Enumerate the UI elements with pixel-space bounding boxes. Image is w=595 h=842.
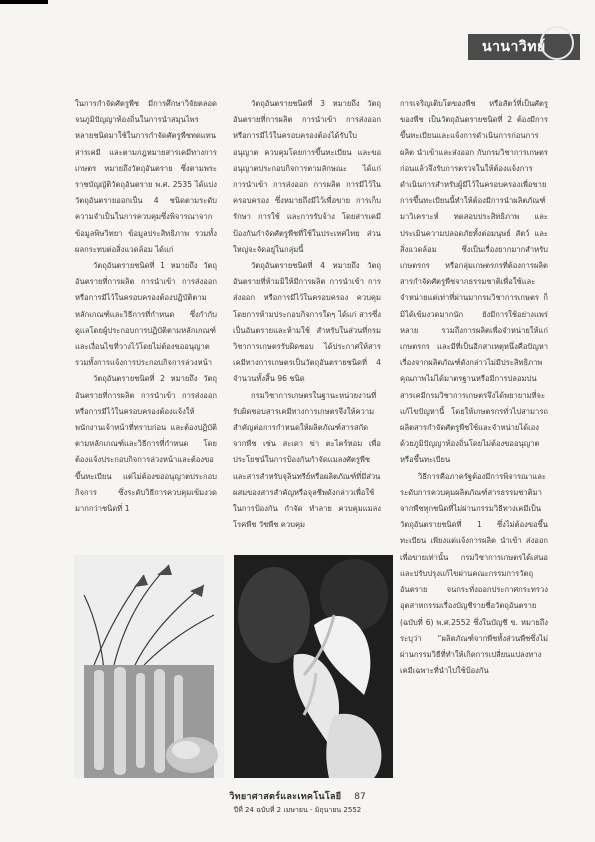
section-tab (468, 34, 580, 60)
section-title: นานาวิทย์ (482, 39, 546, 55)
text-column-1 (75, 96, 217, 517)
text-column-2 (233, 96, 381, 551)
paragraph: กรมวิชาการเกษตรในฐานะหน่วยงานที่รับผิดชอบสารเคมีทางการเกษตรจึงให้ความสำคัญต่อการกำหนดให้ผลิตภัณฑ์สารสกัดจากพืช เช่น สะเดา ข่า ตะไคร้หอม เพื่อประโยชน์ในการป้องกันกำจัดแมลงศัตรูพืช และสารสำหรับจุลินทรีย์หรือผลิตภัณฑ์ที่มีส่วนผสมของสารสำคัญหรือจุลชีพดังกล่าวเพื่อใช้ในการป้องกัน กำจัด ทำลาย ควบคุมแมลง โรคพืช วัชพืช ควบคุม (233, 390, 381, 530)
publication-name: วิทยาศาสตร์และเทคโนโลยี (229, 792, 342, 802)
paragraph: วัตถุอันตรายชนิดที่ 3 หมายถึง วัตถุอันตรายที่การผลิต การนำเข้า การส่งออก หรือการมีไว้ในครอบครองต้องได้รับใบอนุญาต ควบคุมโดยการขึ้นทะเบียน และขออนุญาตประกอบกิจการตามลักษณะ ได้แก่ การนำเข้า การส่งออก การผลิต การมีไว้ในครอบครอง ซึ่งหมายถึงมีไว้เพื่อขาย การเก็บรักษา การใช้ และการรับจ้าง โดยสารเคมีป้องกันกำจัดศัตรูพืชที่ใช้ในประเทศไทย ส่วนใหญ่จะจัดอยู่ในกลุ่มนี้ (233, 99, 381, 254)
page-footer (0, 789, 595, 816)
anthurium-photo (234, 555, 393, 778)
paragraph: วัตถุอันตรายชนิดที่ 4 หมายถึง วัตถุอันตรายที่ห้ามมิให้มีการผลิต การนำเข้า การส่งออก หรือการมีไว้ในครอบครอง ควบคุมโดยการห้ามประกอบกิจการใดๆ ได้แก่ สารซึ่งเป็นอันตรายและห้ามใช้ สำหรับในส่วนที่กรมวิชาการเกษตรรับผิดชอบ ได้ประกาศให้สารเคมีทางการเกษตรเป็นวัตถุอันตรายชนิดที่ 4 จำนวนทั้งสิ้น 96 ชนิด (233, 261, 381, 384)
paragraph: วัตถุอันตรายชนิดที่ 2 หมายถึง วัตถุอันตรายที่การผลิต การนำเข้า การส่งออก หรือการมีไว้ในครอบครองต้องแจ้งให้พนักงานเจ้าหน้าที่ทราบก่อน และต้องปฏิบัติตามหลักเกณฑ์และวิธีการที่กำหนด โดยต้องแจ้งประกอบกิจการล่วงหน้าและต้องขอขึ้นทะเบียน แต่ไม่ต้องขออนุญาตประกอบกิจการ ซึ่งระดับวิธีการควบคุมเข้มงวดมากกว่าชนิดที่ 1 (75, 374, 217, 514)
issue-info: ปีที่ 24 ฉบับที่ 2 เมษายน - มิถุนายน 2552 (233, 806, 362, 814)
paragraph: วัตถุอันตรายชนิดที่ 1 หมายถึง วัตถุอันตรายที่การผลิต การนำเข้า การส่งออก หรือการมีไว้ในครอบครองต้องปฏิบัติตามหลักเกณฑ์และวิธีการที่กำหนด ซึ่งกำกับดูแลโดยผู้ประกอบการปฏิบัติตามหลักเกณฑ์และเงื่อนไขที่วางไว้โดยไม่ต้องขออนุญาตรวมทั้งการแจ้งการประกอบกิจการล่วงหน้า (75, 261, 217, 368)
galangal-photo (74, 555, 224, 778)
decorative-circle-icon (540, 26, 574, 60)
page-number: 87 (354, 792, 366, 802)
crop-mark (0, 0, 48, 4)
paragraph: การเจริญเติบโตของพืช หรือสัตว์ที่เป็นศัตรูของพืช เป็นวัตถุอันตรายชนิดที่ 2 ต้องมีการขึ้นทะเบียนและแจ้งการดำเนินการก่อนการผลิต นำเข้าและส่งออก กับกรมวิชาการเกษตรก่อนแล้วจึงรับการตรวจในให้ต้องแจ้งการดำเนินการสำหรับผู้มีไว้ในครอบครองเพื่อขาย การขึ้นทะเบียนนี้ทำให้ต้องมีการนำผลิตภัณฑ์มาวิเคราะห์ ทดสอบประสิทธิภาพ และประเมินความปลอดภัยทั้งต่อมนุษย์ สัตว์ และสิ่งแวดล้อม ซึ่งเป็นเรื่องยากมากสำหรับเกษตรกร หรือกลุ่มเกษตรกรที่ต้องการผลิตสารกำจัดศัตรูพืชจากธรรมชาติเพื่อใช้และจำหน่ายแต่เท่าที่ผ่านมากรมวิชาการเกษตร ก็มิได้เข้มงวดมากนัก ยังมีการใช้อย่างแพร่หลาย รวมถึงการผลิตเพื่อจำหน่ายให้แก่เกษตรกร และมีที่เป็นอีกสาเหตุหนึ่งคือปัญหาเรื่องจากผลิตภัณฑ์ดังกล่าวไม่มีประสิทธิภาพ คุณภาพไม่ได้มาตรฐานหรือมีการปลอมปนสารเคมีกรมวิชาการเกษตรจึงได้พยายามที่จะแก้ไขปัญหานี้ โดยให้เกษตรกรทั่วไปสามารถผลิตสารกำจัดศัตรูพืชใช้และจำหน่ายได้เองด้วยภูมิปัญญาท้องถิ่นโดยไม่ต้องขออนุญาตหรือขึ้นทะเบียน (400, 99, 548, 465)
paragraph: วิธีการคือภาครัฐต้องมีการพิจารณาและระดับการควบคุมผลิตภัณฑ์สารธรรมชาติมาจากพืชทุกชนิดที่ไม่ผ่านกรรมวิธีทางเคมีเป็นวัตถุอันตรายชนิดที่ 1 ซึ่งไม่ต้องขอขึ้นทะเบียน เพียงแต่แจ้งการผลิต นำเข้า ส่งออกเพื่อขายเท่านั้น กรมวิชาการเกษตรได้เสนอและปรับปรุงแก้ไขผ่านคณะกรรมการวัตถุอันตราย จนกระทั่งออกประกาศกระทรวงอุตสาหกรรมเรื่องบัญชีรายชื่อวัตถุอันตราย (ฉบับที่ 6) พ.ศ.2552 ซึ่งในบัญชี ข. หมายถึงระบุว่า “ผลิตภัณฑ์จากพืชทั้งส่วนพืชซึ่งไม่ผ่านกรรมวิธีที่ทำให้เกิดการเปลี่ยนแปลงทางเคมีเฉพาะที่นำไปใช้ป้องกัน (400, 471, 548, 676)
paragraph: ในการกำจัดศัตรูพืช มีการศึกษาวิจัยตลอดจนภูมิปัญญาท้องถิ่นในการนำสมุนไพรหลายชนิดมาใช้ในการกำจัดศัตรูพืชทดแทนสารเคมี และตามกฎหมายสารเคมีทางการเกษตร หมายถึงวัตถุอันตราย ซึ่งตามพระราชบัญญัติวัตถุอันตราย พ.ศ. 2535 ได้แบ่งวัตถุอันตรายออกเป็น 4 ชนิดตามระดับความจำเป็นในการควบคุมซึ่งพิจารณาจากข้อมูลพิษวิทยา ข้อมูลประสิทธิภาพ รวมทั้งผลกระทบต่อสิ่งแวดล้อม ได้แก่ (75, 99, 217, 254)
text-column-3 (400, 96, 548, 776)
